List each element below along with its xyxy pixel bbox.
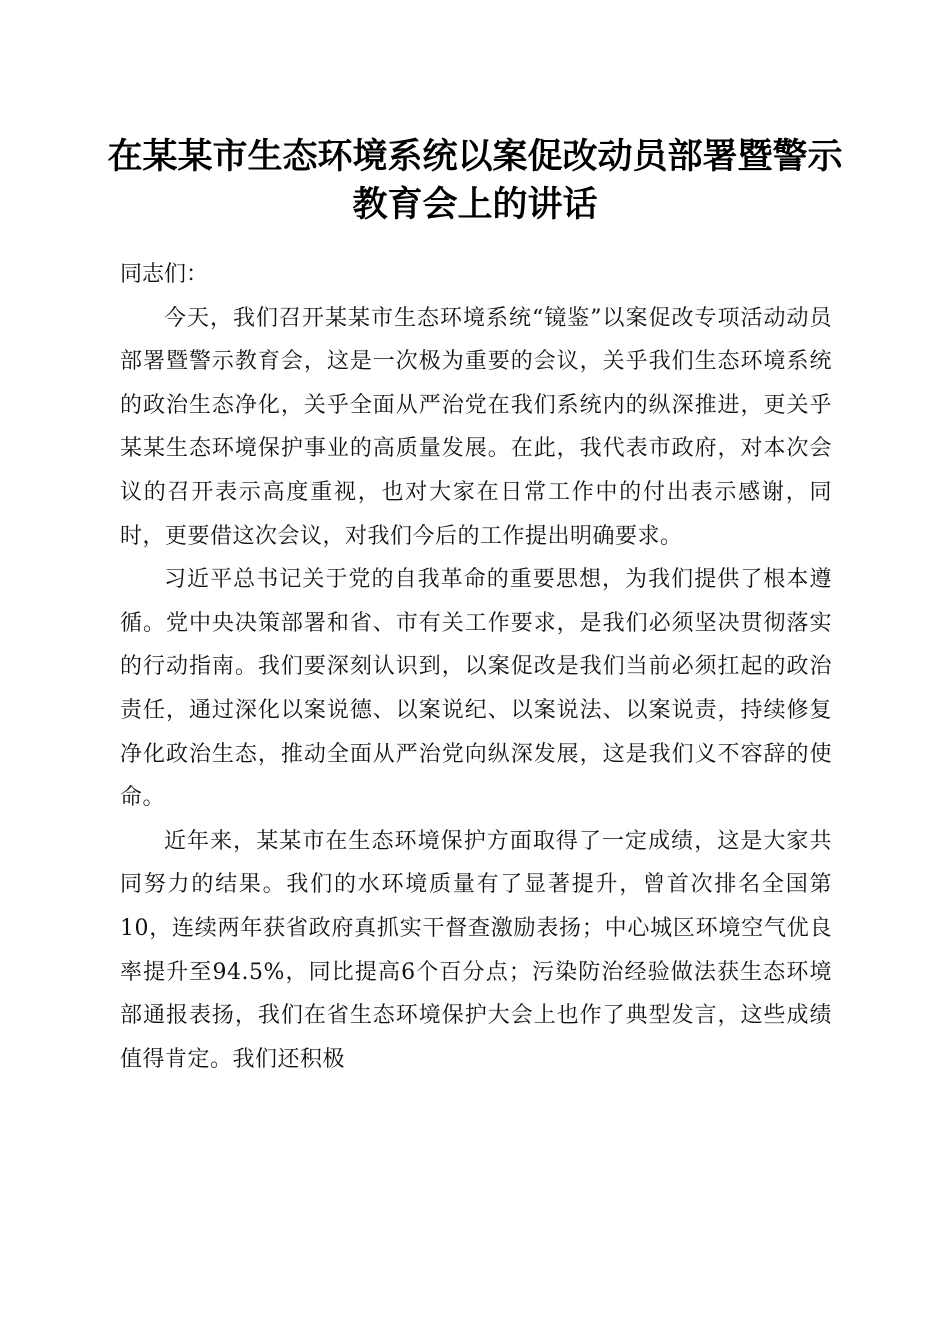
document-body (120, 253, 832, 1081)
document-title: 在某某市生态环境系统以案促改动员部署暨警示教育会上的讲话 (107, 136, 843, 225)
paragraph-2: 习近平总书记关于党的自我革命的重要思想，为我们提供了根本遵循。党中央决策部署和省、市有关工作要求，是我们必须坚决贯彻落实的行动指南。我们要深刻认识到，以案促改是我们当前必须扛起的政治责任，通过深化以案说德、以案说纪、以案说法、以案说责，持续修复净化政治生态，推动全面从严治党向纵深发展，这是我们义不容辞的使命。 (120, 567, 832, 811)
paragraph-3: 近年来，某某市在生态环境保护方面取得了一定成绩，这是大家共同努力的结果。我们的水环境质量有了显著提升，曾首次排名全国第10，连续两年获省政府真抓实干督查激励表扬；中心城区环境空气优良率提升至94.5%，同比提高6个百分点；污染防治经验做法获生态环境部通报表扬，我们在省生态环境保护大会上也作了典型发言，这些成绩值得肯定。我们还积极 (120, 828, 832, 1072)
salutation: 同志们： (120, 262, 209, 287)
paragraph-1: 今天，我们召开某某市生态环境系统“镜鉴”以案促改专项活动动员部署暨警示教育会，这是一次极为重要的会议，关乎我们生态环境系统的政治生态净化，关乎全面从严治党在我们系统内的纵深推进，更关乎某某生态环境保护事业的高质量发展。在此，我代表市政府，对本次会议的召开表示高度重视，也对大家在日常工作中的付出表示感谢，同时，更要借这次会议，对我们今后的工作提出明确要求。 (120, 305, 832, 549)
